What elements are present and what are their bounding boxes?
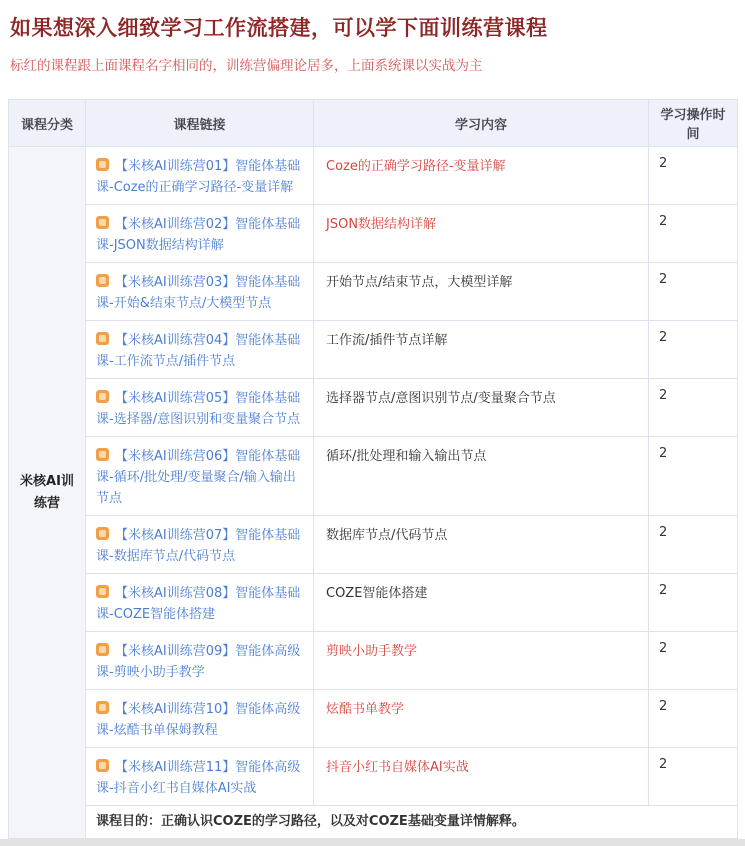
course-link[interactable]: 【米核AI训练营08】智能体基础课-COZE智能体搭建 bbox=[96, 586, 301, 622]
doc-icon bbox=[96, 527, 109, 540]
doc-icon bbox=[96, 448, 109, 461]
learning-content: 循环/批处理和输入输出节点 bbox=[314, 437, 649, 516]
table-header-row bbox=[9, 100, 738, 147]
learning-content: 数据库节点/代码节点 bbox=[314, 516, 649, 574]
course-link[interactable]: 【米核AI训练营10】智能体高级课-炫酷书单保姆教程 bbox=[96, 702, 301, 738]
doc-icon bbox=[96, 390, 109, 403]
learning-content: 剪映小助手教学 bbox=[314, 632, 649, 690]
learning-content: 炫酷书单教学 bbox=[314, 690, 649, 748]
learning-time: 2 bbox=[649, 379, 738, 437]
bottom-divider bbox=[0, 839, 745, 846]
learning-content: COZE智能体搭建 bbox=[314, 574, 649, 632]
column-header-category: 课程分类 bbox=[9, 100, 86, 147]
column-header-link: 课程链接 bbox=[86, 100, 314, 147]
learning-time: 2 bbox=[649, 516, 738, 574]
course-table bbox=[8, 99, 738, 839]
course-goal-label: 课程目的： bbox=[96, 814, 162, 829]
learning-time: 2 bbox=[649, 690, 738, 748]
learning-time: 2 bbox=[649, 437, 738, 516]
table-row bbox=[9, 690, 738, 748]
doc-icon bbox=[96, 216, 109, 229]
table-row bbox=[9, 205, 738, 263]
course-link[interactable]: 【米核AI训练营05】智能体基础课-选择器/意图识别和变量聚合节点 bbox=[96, 391, 301, 427]
category-cell: 米核AI训练营 bbox=[9, 147, 86, 839]
table-row bbox=[9, 748, 738, 806]
doc-icon bbox=[96, 158, 109, 171]
course-link[interactable]: 【米核AI训练营03】智能体基础课-开始&结束节点/大模型节点 bbox=[96, 275, 301, 311]
doc-icon bbox=[96, 643, 109, 656]
doc-icon bbox=[96, 701, 109, 714]
learning-content: 开始节点/结束节点，大模型详解 bbox=[314, 263, 649, 321]
course-link[interactable]: 【米核AI训练营11】智能体高级课-抖音小红书自媒体AI实战 bbox=[96, 760, 301, 796]
learning-time: 2 bbox=[649, 205, 738, 263]
table-row bbox=[9, 263, 738, 321]
table-row bbox=[9, 632, 738, 690]
learning-content: Coze的正确学习路径-变量详解 bbox=[314, 147, 649, 205]
table-row bbox=[9, 321, 738, 379]
course-link[interactable]: 【米核AI训练营04】智能体基础课-工作流节点/插件节点 bbox=[96, 333, 301, 369]
page-subtitle: 标红的课程跟上面课程名字相同的，训练营偏理论居多，上面系统课以实战为主 bbox=[10, 58, 483, 74]
learning-time: 2 bbox=[649, 748, 738, 806]
table-row bbox=[9, 437, 738, 516]
table-footer-row bbox=[9, 806, 738, 839]
learning-time: 2 bbox=[649, 632, 738, 690]
page-title: 如果想深入细致学习工作流搭建，可以学下面训练营课程 bbox=[10, 16, 548, 40]
course-link[interactable]: 【米核AI训练营07】智能体基础课-数据库节点/代码节点 bbox=[96, 528, 301, 564]
course-link[interactable]: 【米核AI训练营01】智能体基础课-Coze的正确学习路径-变量详解 bbox=[96, 159, 301, 195]
doc-icon bbox=[96, 759, 109, 772]
course-goal-text: 正确认识COZE的学习路径，以及对COZE基础变量详情解释。 bbox=[161, 814, 525, 829]
table-row bbox=[9, 147, 738, 205]
course-link[interactable]: 【米核AI训练营02】智能体基础课-JSON数据结构详解 bbox=[96, 217, 301, 253]
learning-time: 2 bbox=[649, 574, 738, 632]
column-header-time: 学习操作时间 bbox=[649, 100, 738, 147]
course-link[interactable]: 【米核AI训练营09】智能体高级课-剪映小助手教学 bbox=[96, 644, 301, 680]
learning-content: 工作流/插件节点详解 bbox=[314, 321, 649, 379]
course-link[interactable]: 【米核AI训练营06】智能体基础课-循环/批处理/变量聚合/输入输出节点 bbox=[96, 449, 301, 506]
learning-content: JSON数据结构详解 bbox=[314, 205, 649, 263]
learning-content: 抖音小红书自媒体AI实战 bbox=[314, 748, 649, 806]
table-row bbox=[9, 379, 738, 437]
table-row bbox=[9, 574, 738, 632]
course-goal-cell bbox=[86, 806, 738, 839]
doc-icon bbox=[96, 332, 109, 345]
table-row bbox=[9, 516, 738, 574]
learning-time: 2 bbox=[649, 147, 738, 205]
learning-time: 2 bbox=[649, 321, 738, 379]
doc-icon bbox=[96, 274, 109, 287]
doc-icon bbox=[96, 585, 109, 598]
learning-time: 2 bbox=[649, 263, 738, 321]
learning-content: 选择器节点/意图识别节点/变量聚合节点 bbox=[314, 379, 649, 437]
column-header-content: 学习内容 bbox=[314, 100, 649, 147]
